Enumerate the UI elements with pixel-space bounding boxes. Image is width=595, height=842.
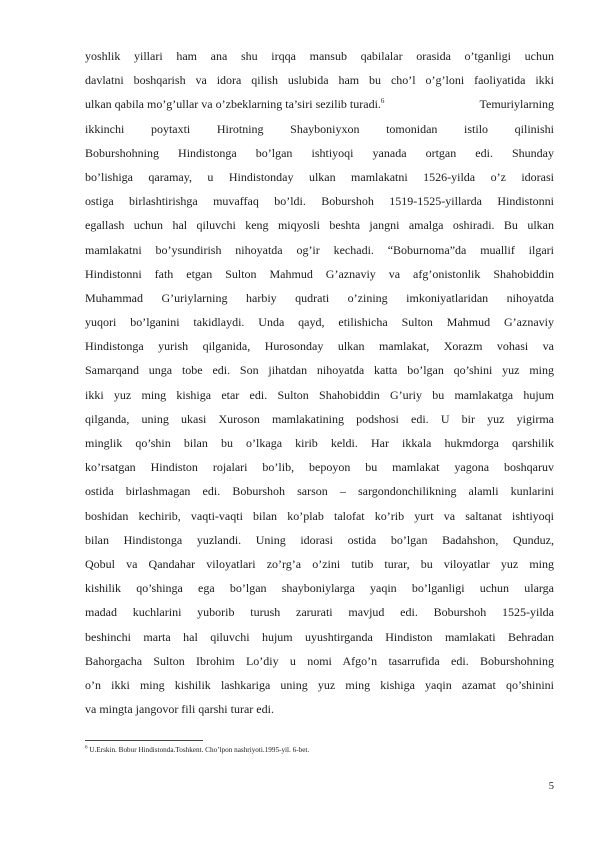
text-line: ostiga birlashtirishga muvaffaq bo’ldi. Boburshoh 1519-1525-yillarda Hindistonni xyxy=(85,194,554,209)
text-line: Hindistonga yurish qilganida, Hurosonday ulkan mamlakat, Xorazm vohasi va xyxy=(85,339,554,354)
text-line: Muhammad G’uriylarning harbiy qudrati o’zining imkoniyatlaridan nihoyatda xyxy=(85,290,554,305)
text-line: Boburshohning Hindistonga bo’lgan ishtiyoqi yanada ortgan edi. Shunday xyxy=(85,145,554,160)
text-line: ikkinchi poytaxti Hirotning Shayboniyxon tomonidan istilo qilinishi xyxy=(85,121,554,136)
text-line: mamlakatni bo’ysundirish nihoyatda og’ir kechadi. “Boburnoma”da muallif ilgari xyxy=(85,242,554,257)
text-line: davlatni boshqarish va idora qilish uslubida ham bu cho’l o’g’loni faoliyatida ikki xyxy=(85,73,554,88)
text-line: Samarqand unga tobe edi. Son jihatdan nihoyatda katta bo’lgan qo’shini yuz ming xyxy=(85,363,554,378)
text-line: yuqori bo’lganini takidlaydi. Unda qayd, etilishicha Sulton Mahmud G’aznaviy xyxy=(85,315,554,330)
footnote-reference[interactable]: 6 xyxy=(380,97,385,106)
text-line: Hindistonni fath etgan Sulton Mahmud G’aznaviy va afg’onistonlik Shahobiddin xyxy=(85,266,554,281)
text-line: kishilik qo’shinga ega bo’lgan shayboniylarga yaqin bo’lganligi uchun ularga xyxy=(85,581,554,596)
footnote-mark: 6 xyxy=(85,745,88,751)
text-line: bilan Hindistonga yuzlandi. Uning idorasi ostida bo’lgan Badahshon, Qunduz, xyxy=(85,532,554,547)
text-line xyxy=(85,92,554,116)
text-line: bo’lishiga qaramay, u Hindistonday ulkan mamlakatni 1526-yilda o’z idorasi xyxy=(85,169,554,184)
text-line: Bahorgacha Sulton Ibrohim Lo’diy u nomi Afgo’n tasarrufida edi. Boburshohning xyxy=(85,653,554,668)
text-line: boshidan kechirib, vaqti-vaqti bilan ko’plab talofat ko’rib yurt va saltanat ishtiyoqi xyxy=(85,508,554,523)
page-number: 5 xyxy=(548,781,554,792)
text-line: ikki yuz ming kishiga etar edi. Sulton Shahobiddin G’uriy bu mamlakatga hujum xyxy=(85,387,554,402)
text-line-last: va mingta jangovor fili qarshi turar edi. xyxy=(85,702,274,717)
text-line: egallash uchun hal qiluvchi keng miqyosli beshta jangni amalga oshiradi. Bu ulkan xyxy=(85,218,554,233)
text-line: ostida birlashmagan edi. Boburshoh sarson – sargondonchilikning alamli kunlarini xyxy=(85,484,554,499)
text-line: o’n ikki ming kishilik lashkariga uning yuz ming kishiga yaqin azamat qo’shinini xyxy=(85,677,554,692)
text-line: Qobul va Qandahar viloyatlari zo’rg’a o’zini tutib turar, bu viloyatlar yuz ming xyxy=(85,556,554,571)
footnote-text: U.Erskin. Bobur Hindistonda.Toshkent. Cho’lpon nashriyoti.1995-yil. 6-bet. xyxy=(89,746,310,754)
text-line: madad kuchlarini yuborib turush zarurati mavjud edi. Boburshoh 1525-yilda xyxy=(85,605,554,620)
text-line: yoshlik yillari ham ana shu irqqa mansub qabilalar orasida o’tganligi uchun xyxy=(85,49,554,63)
text-line: beshinchi marta hal qiluvchi hujum uyushtirganda Hindiston mamlakati Behradan xyxy=(85,629,554,644)
text-line-segment: Temuriylarning xyxy=(479,97,554,112)
footnote xyxy=(85,745,309,755)
body-text xyxy=(85,44,554,721)
text-line: minglik qo’shin bilan bu o’lkaga kirib keldi. Har ikkala hukmdorga qarshilik xyxy=(85,436,554,450)
footnote-separator xyxy=(85,740,203,741)
text-line-segment: ulkan qabila mo’g’ullar va o’zbeklarning ta’siri sezilib turadi.$^6$ xyxy=(85,97,385,112)
text-line: ko’rsatgan Hindiston rojalari bo’lib, bepoyon bu mamlakat yagona boshqaruv xyxy=(85,460,554,475)
text-line: qilganda, uning ukasi Xuroson mamlakatining podshosi edi. U bir yuz yigirma xyxy=(85,411,554,426)
